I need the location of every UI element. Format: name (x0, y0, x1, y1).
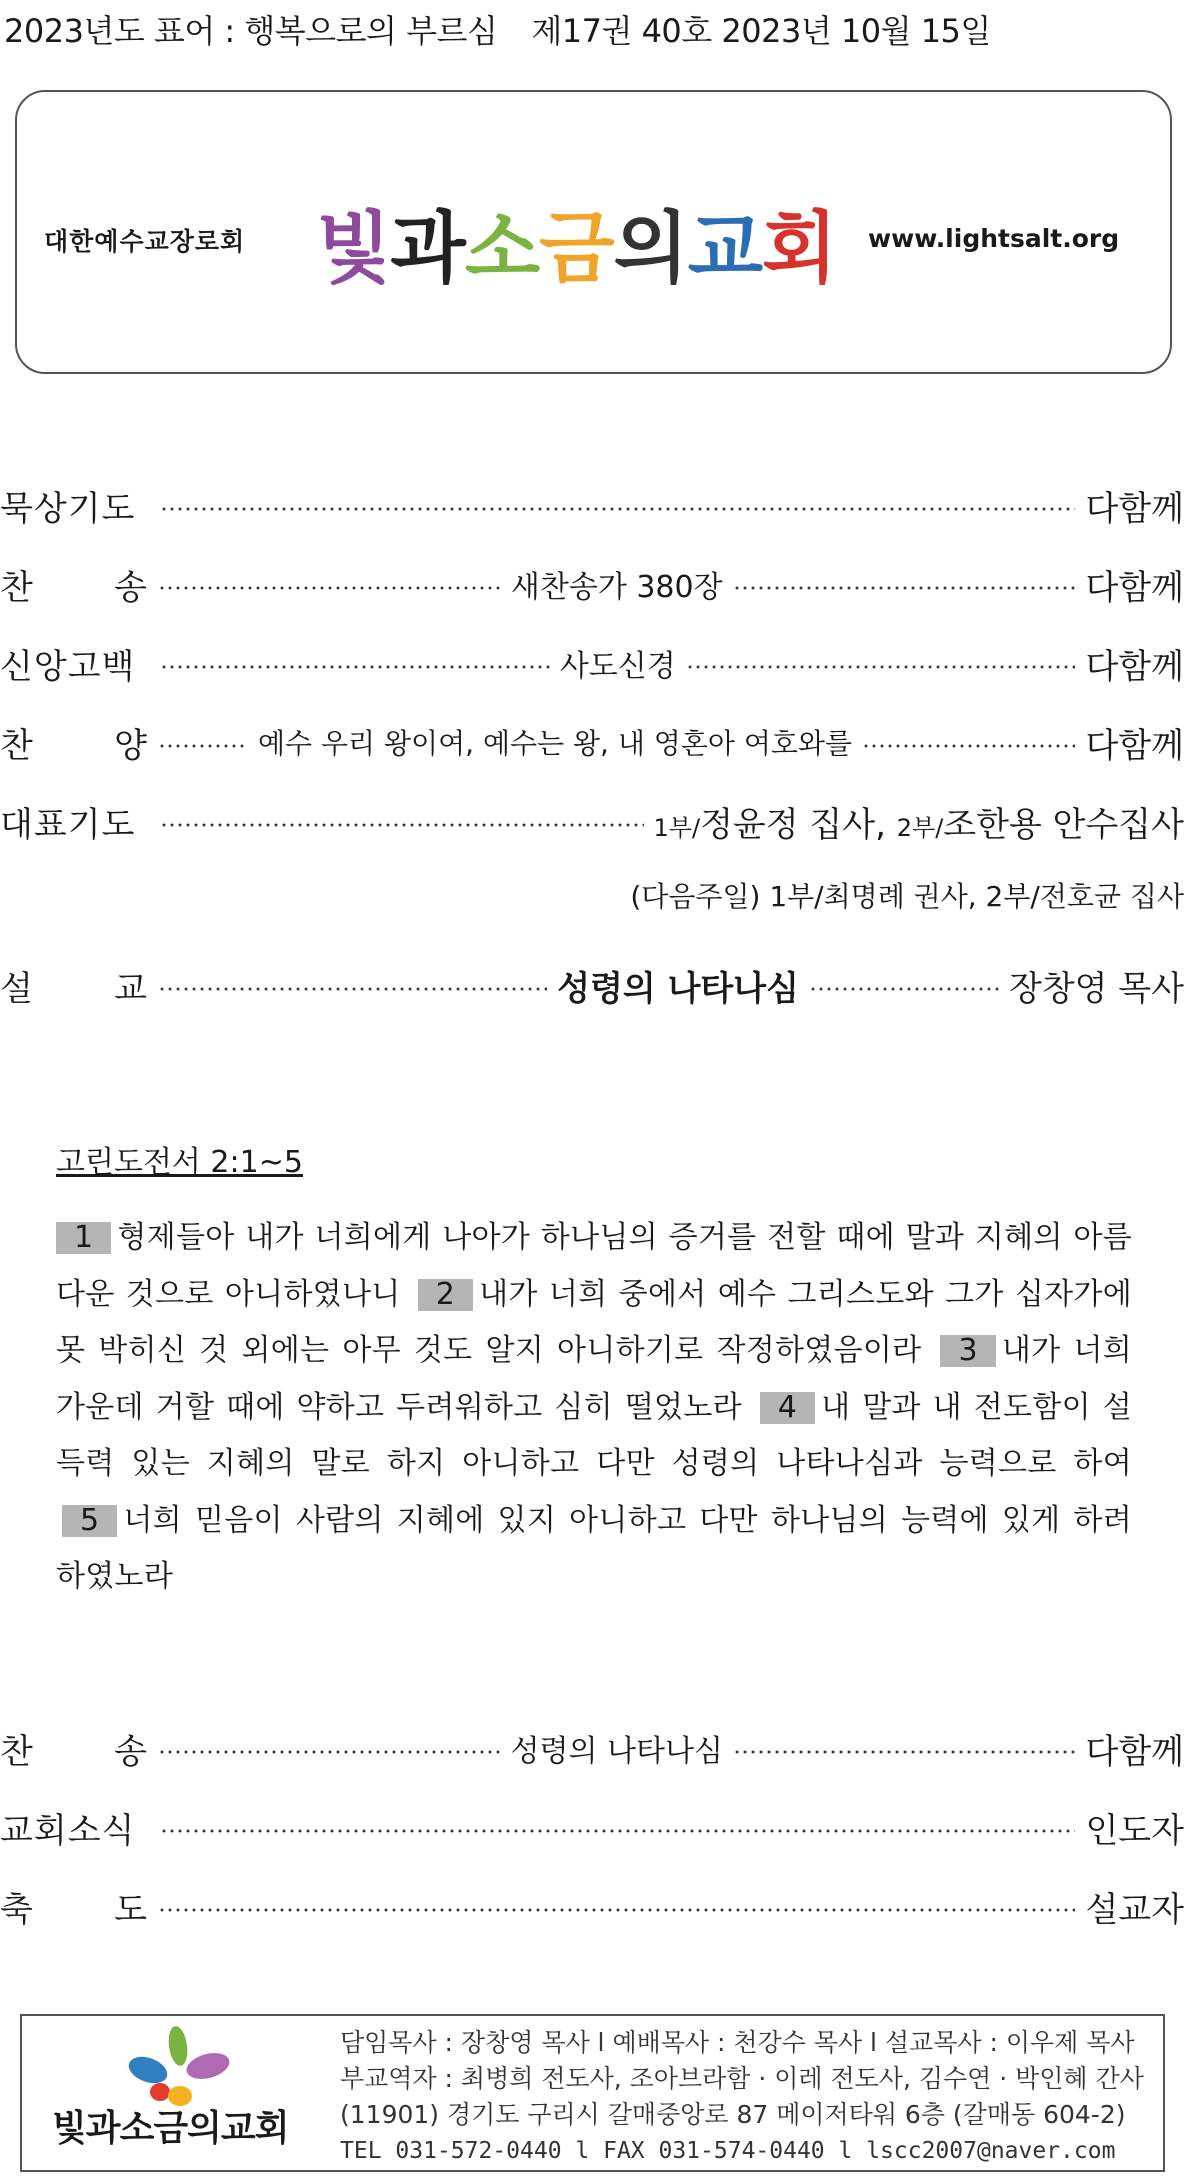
bulletin-top-line (4, 6, 1184, 52)
dot-leader (158, 742, 248, 750)
footer-pastors: 담임목사 : 장창영 목사 l 예배목사 : 천강수 목사 l 설교목사 : 이우제 목사 (340, 2028, 1135, 2057)
order-row-creed (0, 640, 1184, 686)
dot-leader (158, 985, 547, 993)
order-label (0, 560, 148, 609)
issue-info: 제17권 40호 2023년 10월 15일 (531, 12, 991, 50)
label-char: 축 (0, 1889, 34, 1930)
verse-number: 4 (760, 1392, 815, 1424)
label-char: 찬 (0, 567, 34, 608)
petal-green (166, 2025, 189, 2067)
logo-char: 소 (464, 204, 540, 294)
order-label (0, 1882, 148, 1931)
dot-leader (733, 584, 1076, 592)
scripture-text (56, 1210, 1132, 1606)
order-leader: 다함께 (1085, 1731, 1185, 1772)
logo-char: 회 (254, 2108, 289, 2149)
dot-leader (686, 663, 1076, 671)
label-char: 양 (114, 725, 148, 766)
logo-char: 의 (187, 2108, 221, 2149)
dot-leader (160, 505, 1075, 513)
order-label (0, 961, 148, 1010)
service-2-leader: 조한용 안수집사 (943, 804, 1184, 845)
footer-logo-text (52, 2100, 288, 2151)
verse-text: 내가 너희 가운데 거할 때에 약하고 두려워하고 심히 떨었노라 (56, 1333, 1132, 1425)
order-content: 예수 우리 왕이여, 예수는 왕, 내 영혼아 여호와를 (258, 727, 853, 760)
logo-char: 빛 (316, 204, 391, 294)
order-leader: 설교자 (1085, 1889, 1184, 1930)
verse-text: 내 말과 내 전도함이 설득력 있는 지혜의 말로 하지 아니하고 다만 성령의 나타나심과 능력으로 하여 (56, 1389, 1132, 1481)
year-motto: 2023년도 표어 : 행복으로의 부르심 (4, 12, 498, 50)
church-logo-text (316, 186, 837, 298)
order-leader: 장창영 목사 (1008, 968, 1184, 1009)
verse-text: 내가 너희 중에서 예수 그리스도와 그가 십자가에 못 박히신 것 외에는 아무 것도 알지 아니하기로 작정하였음이라 (56, 1276, 1132, 1368)
order-label (0, 718, 148, 767)
dot-leader (809, 985, 999, 993)
petal-blue (125, 2052, 171, 2088)
verse-number: 5 (62, 1505, 117, 1537)
footer-address: (11901) 경기도 구리시 갈매중앙로 87 메이저타워 6층 (갈매동 604-2) (340, 2100, 1126, 2129)
verse-number: 2 (418, 1279, 473, 1311)
order-leader (654, 797, 1184, 846)
label-char: 찬 (0, 1731, 34, 1772)
order-label: 신앙고백 (0, 646, 136, 687)
order-row-silent-prayer (0, 482, 1184, 528)
service-1-prefix: 1부/ (653, 813, 701, 842)
service-2-prefix: 2부/ (896, 813, 944, 842)
dot-leader (158, 1906, 1075, 1914)
label-char: 송 (114, 567, 148, 608)
next-week-prayer: (다음주일) 1부/최명례 권사, 2부/전호균 집사 (630, 880, 1184, 913)
label-char: 설 (0, 968, 34, 1009)
dot-leader (160, 821, 644, 829)
logo-char: 빛 (52, 2108, 86, 2149)
order-row-sermon (0, 962, 1184, 1008)
order-leader: 인도자 (1085, 1810, 1184, 1851)
dot-leader (733, 1748, 1076, 1756)
order-leader: 다함께 (1085, 646, 1184, 687)
dot-leader (158, 1748, 501, 1756)
logo-char: 금 (153, 2108, 188, 2149)
label-char: 찬 (0, 725, 34, 766)
verse-number: 1 (56, 1222, 111, 1254)
logo-char: 금 (539, 204, 614, 294)
footer-staff: 부교역자 : 최병희 전도사, 조아브라함 · 이레 전도사, 김수연 · 박인혜 간사 (340, 2064, 1144, 2093)
label-char: 교 (114, 968, 148, 1009)
label-char: 송 (114, 1731, 148, 1772)
order-row-benediction (0, 1883, 1184, 1929)
denomination-name: 대한예수교장로회 (44, 227, 246, 256)
verse-number: 3 (940, 1335, 995, 1367)
dot-leader (160, 1827, 1075, 1835)
footer-contact-info (340, 2025, 1144, 2169)
logo-char: 의 (613, 204, 688, 294)
order-content: 성령의 나타나심 (510, 1734, 723, 1769)
website-link[interactable]: www.lightsalt.org (868, 224, 1120, 253)
order-row-praise (0, 719, 1184, 765)
label-char: 도 (114, 1889, 148, 1930)
verse-text: 너희 믿음이 사람의 지혜에 있지 아니하고 다만 하나님의 능력에 있게 하려 하였노라 (56, 1502, 1132, 1594)
order-row-church-news (0, 1804, 1184, 1850)
order-row-hymn (0, 561, 1184, 607)
order-leader: 다함께 (1085, 488, 1184, 529)
order-label (0, 1724, 148, 1773)
petal-red (150, 2083, 170, 2101)
verse-text: 형제들아 내가 너희에게 나아가 하나님의 증거를 전할 때에 말과 지혜의 아름다운 것으로 아니하였나니 (56, 1220, 1132, 1312)
dot-leader (158, 584, 501, 592)
dot-leader (160, 663, 550, 671)
logo-char: 회 (762, 204, 837, 294)
logo-char: 과 (85, 2108, 120, 2149)
order-content: 사도신경 (559, 649, 676, 684)
order-label: 묵상기도 (0, 488, 136, 529)
logo-char: 과 (390, 204, 465, 294)
sermon-title: 성령의 나타나심 (557, 968, 799, 1009)
order-label: 교회소식 (0, 1810, 136, 1851)
order-label: 대표기도 (0, 804, 136, 845)
scripture-reference: 고린도전서 2:1~5 (56, 1145, 303, 1180)
logo-char: 교 (220, 2108, 255, 2149)
order-row-closing-hymn (0, 1725, 1184, 1771)
footer-contact: TEL 031-572-0440 l FAX 031-574-0440 l lscc2007@naver.com (340, 2138, 1116, 2164)
order-leader: 다함께 (1085, 567, 1184, 608)
order-leader: 다함께 (1085, 725, 1184, 766)
service-1-leader: 정윤정 집사, (700, 804, 886, 845)
logo-char: 교 (687, 204, 763, 294)
order-content: 새찬송가 380장 (510, 570, 723, 605)
order-row-rep-prayer (0, 798, 1184, 844)
dot-leader (862, 742, 1075, 750)
logo-char: 소 (119, 2108, 154, 2149)
petal-purple (184, 2049, 233, 2084)
